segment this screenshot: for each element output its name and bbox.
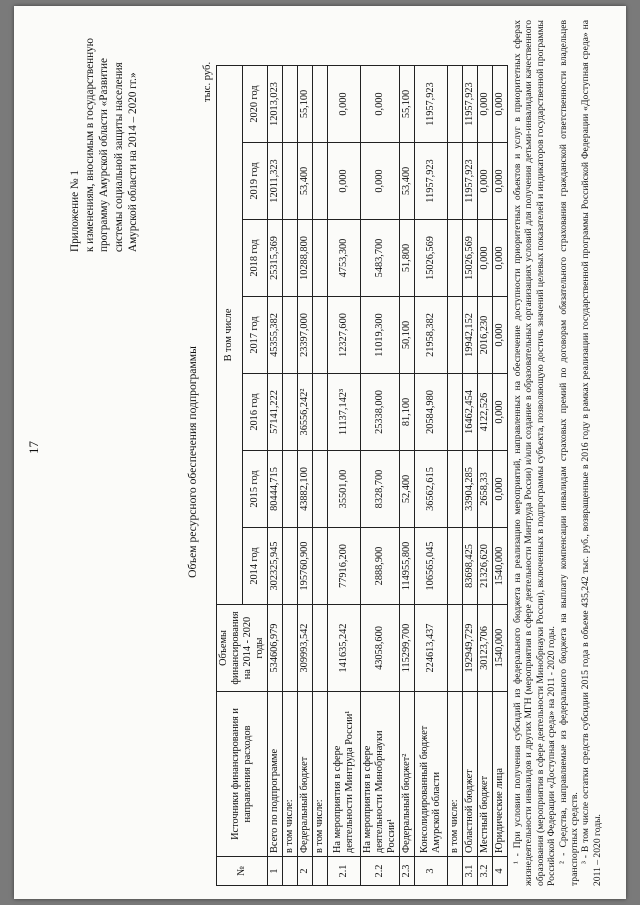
value-cell: 2888,900 xyxy=(361,528,400,605)
value-cell: 55,100 xyxy=(298,66,313,143)
value-cell xyxy=(283,297,298,374)
value-cell: 302325,945 xyxy=(268,528,283,605)
row-number-cell: 3 xyxy=(415,857,448,886)
table-body xyxy=(268,66,508,886)
units-label: тыс. руб. xyxy=(202,61,213,102)
footnote: ² - Средства, направляемые из федерального бюджета на выплату компенсации инвалидам страховых премий по договорам обязательного страхования гражданской ответственности владельцев транспортных средств. xyxy=(557,20,581,886)
value-cell: 23397,000 xyxy=(298,297,313,374)
row-number-cell: 3.2 xyxy=(478,857,493,886)
value-cell: 192949,729 xyxy=(463,605,478,692)
value-cell: 16462,454 xyxy=(463,374,478,451)
value-cell xyxy=(448,220,463,297)
value-cell: 36556,242² xyxy=(298,374,313,451)
value-cell xyxy=(448,66,463,143)
value-cell xyxy=(313,220,328,297)
value-cell: 45355,382 xyxy=(268,297,283,374)
value-cell: 21326,620 xyxy=(478,528,493,605)
table-row xyxy=(268,66,283,886)
value-cell: 5483,700 xyxy=(361,220,400,297)
value-cell: 11957,923 xyxy=(463,66,478,143)
page-number: 17 xyxy=(26,441,41,454)
row-number-cell: 2 xyxy=(298,857,313,886)
header-year: 2016 год xyxy=(242,374,268,451)
table-row xyxy=(478,66,493,886)
value-cell: 106565,045 xyxy=(415,528,448,605)
value-cell xyxy=(448,528,463,605)
row-name-cell: в том числе: xyxy=(283,692,298,857)
value-cell: 141635,242 xyxy=(328,605,361,692)
header-year: 2017 год xyxy=(242,297,268,374)
value-cell xyxy=(448,374,463,451)
value-cell: 0,000 xyxy=(361,143,400,220)
row-name-cell: Федеральный бюджет² xyxy=(400,692,415,857)
value-cell: 309993,542 xyxy=(298,605,313,692)
value-cell: 55,100 xyxy=(400,66,415,143)
value-cell: 81,100 xyxy=(400,374,415,451)
value-cell: 12011,323 xyxy=(268,143,283,220)
footnote: ³ - В том числе остатки средств субсидии 2015 года в объеме 435,242 тыс. руб., возвращенные в 2016 году в рамках реализации государственной программы Российской Федерации «Доступная среда» на 2011 – 2020 годы. xyxy=(580,20,603,886)
value-cell: 43058,600 xyxy=(361,605,400,692)
value-cell: 195760,900 xyxy=(298,528,313,605)
value-cell: 50,100 xyxy=(400,297,415,374)
value-cell: 21958,382 xyxy=(415,297,448,374)
rotated-content xyxy=(18,12,622,892)
resource-table xyxy=(216,65,508,886)
header-year: 2014 год xyxy=(242,528,268,605)
value-cell: 11137,142³ xyxy=(328,374,361,451)
header-year: 2020 год xyxy=(242,66,268,143)
row-name-cell: На мероприятия в сфере деятельности Минобрнауки России¹ xyxy=(361,692,400,857)
row-number-cell: 2.2 xyxy=(361,857,400,886)
value-cell: 10288,800 xyxy=(298,220,313,297)
value-cell: 8328,700 xyxy=(361,451,400,528)
table-caption: Объем ресурсного обеспечения подпрограммы xyxy=(186,346,199,578)
value-cell: 11019,300 xyxy=(361,297,400,374)
value-cell: 36562,615 xyxy=(415,451,448,528)
value-cell: 0,000 xyxy=(478,143,493,220)
value-cell: 0,000 xyxy=(493,297,508,374)
value-cell: 19942,152 xyxy=(463,297,478,374)
value-cell: 0,000 xyxy=(493,451,508,528)
row-name-cell: Федеральный бюджет xyxy=(298,692,313,857)
footnote: ¹ - При условии получения субсидий из федерального бюджета на реализацию мероприятий, направленных на обеспечение доступности приоритетных объектов и услуг в приоритетных сферах жизнедеятельности инвалидов и других МГН (мероприятия в сфере деятельности Минтруда России) и/или создание в образовательных организациях условий для получения детьми-инвалидами качественного образования (мероприятия в сфере деятельности Минобрнауки России), включенных в подпрограммы субъекта, позволяющую достичь значений целевых показателей и индикаторов государственной программы Российской Федерации «Доступная среда» на 2011 - 2020 годы. xyxy=(512,20,558,886)
table-row xyxy=(313,66,328,886)
value-cell: 0,000 xyxy=(493,66,508,143)
value-cell: 0,000 xyxy=(361,66,400,143)
value-cell: 77916,200 xyxy=(328,528,361,605)
value-cell xyxy=(283,451,298,528)
value-cell: 53,400 xyxy=(400,143,415,220)
row-number-cell xyxy=(283,857,298,886)
table-row xyxy=(361,66,400,886)
value-cell: 0,000 xyxy=(328,66,361,143)
value-cell xyxy=(448,451,463,528)
value-cell: 2016,230 xyxy=(478,297,493,374)
value-cell xyxy=(313,605,328,692)
value-cell: 1540,000 xyxy=(493,528,508,605)
value-cell: 2658,33 xyxy=(478,451,493,528)
value-cell xyxy=(283,66,298,143)
value-cell: 51,800 xyxy=(400,220,415,297)
table-row xyxy=(415,66,448,886)
value-cell xyxy=(448,605,463,692)
value-cell: 0,000 xyxy=(493,220,508,297)
value-cell xyxy=(283,605,298,692)
value-cell xyxy=(313,374,328,451)
value-cell xyxy=(313,143,328,220)
value-cell xyxy=(283,143,298,220)
value-cell xyxy=(313,66,328,143)
row-name-cell: На мероприятия в сфере деятельности Минтруда России¹ xyxy=(328,692,361,857)
appendix-line: программу Амурской области «Развитие xyxy=(98,58,110,252)
value-cell: 15026,569 xyxy=(463,220,478,297)
value-cell: 20584,980 xyxy=(415,374,448,451)
row-name-cell: Местный бюджет xyxy=(478,692,493,857)
value-cell xyxy=(448,297,463,374)
value-cell: 115299,700 xyxy=(400,605,415,692)
header-volume: Объемы финансирования на 2014 - 2020 годы xyxy=(217,605,268,692)
row-number-cell: 4 xyxy=(493,857,508,886)
value-cell: 11957,923 xyxy=(415,66,448,143)
value-cell: 0,000 xyxy=(328,143,361,220)
value-cell: 33904,285 xyxy=(463,451,478,528)
header-year: 2015 год xyxy=(242,451,268,528)
row-number-cell xyxy=(448,857,463,886)
value-cell: 57141,222 xyxy=(268,374,283,451)
header-num: № xyxy=(217,857,268,886)
appendix-line: системы социальной защиты населения xyxy=(112,62,125,252)
table-row xyxy=(463,66,478,886)
value-cell: 53,400 xyxy=(298,143,313,220)
row-number-cell: 3.1 xyxy=(463,857,478,886)
table-row xyxy=(400,66,415,886)
row-number-cell xyxy=(313,857,328,886)
row-name-cell: в том числе: xyxy=(448,692,463,857)
table-row xyxy=(298,66,313,886)
value-cell: 11957,923 xyxy=(463,143,478,220)
value-cell: 114955,800 xyxy=(400,528,415,605)
table-row xyxy=(328,66,361,886)
value-cell: 0,000 xyxy=(478,220,493,297)
appendix-line: к изменениям, вносимым в государственную xyxy=(83,37,96,252)
value-cell: 11957,923 xyxy=(415,143,448,220)
value-cell: 25338,000 xyxy=(361,374,400,451)
value-cell xyxy=(313,528,328,605)
value-cell: 0,000 xyxy=(493,374,508,451)
row-number-cell: 1 xyxy=(268,857,283,886)
header-year: 2018 год xyxy=(242,220,268,297)
row-number-cell: 2.3 xyxy=(400,857,415,886)
value-cell: 4122,526 xyxy=(478,374,493,451)
value-cell: 0,000 xyxy=(478,66,493,143)
value-cell: 1540,000 xyxy=(493,605,508,692)
footnotes xyxy=(512,20,603,886)
value-cell xyxy=(313,451,328,528)
value-cell: 12013,023 xyxy=(268,66,283,143)
value-cell xyxy=(283,374,298,451)
row-number-cell: 2.1 xyxy=(328,857,361,886)
value-cell: 80444,715 xyxy=(268,451,283,528)
appendix-header xyxy=(68,16,141,252)
row-name-cell: Всего по подпрограмме xyxy=(268,692,283,857)
row-name-cell: Областной бюджет xyxy=(463,692,478,857)
table-row xyxy=(493,66,508,886)
table-row xyxy=(283,66,298,886)
appendix-line: Амурской области на 2014 – 2020 гг.» xyxy=(127,72,139,252)
value-cell xyxy=(448,143,463,220)
value-cell: 83698,425 xyxy=(463,528,478,605)
value-cell: 25315,369 xyxy=(268,220,283,297)
header-source: Источники финансирования и направления расходов xyxy=(217,692,268,857)
header-year: 2019 год xyxy=(242,143,268,220)
value-cell: 4753,300 xyxy=(328,220,361,297)
value-cell xyxy=(283,220,298,297)
document-page xyxy=(14,6,626,899)
appendix-line: Приложение № 1 xyxy=(69,170,81,252)
value-cell: 35501,00 xyxy=(328,451,361,528)
value-cell: 52,400 xyxy=(400,451,415,528)
row-name-cell: Юридические лица xyxy=(493,692,508,857)
value-cell xyxy=(313,297,328,374)
value-cell: 15026,569 xyxy=(415,220,448,297)
header-incl: В том числе xyxy=(217,66,243,605)
value-cell xyxy=(283,528,298,605)
value-cell: 30123,706 xyxy=(478,605,493,692)
table-row xyxy=(448,66,463,886)
row-name-cell: в том числе: xyxy=(313,692,328,857)
row-name-cell: Консолидированный бюджет Амурской области xyxy=(415,692,448,857)
value-cell: 12327,600 xyxy=(328,297,361,374)
value-cell: 534606,979 xyxy=(268,605,283,692)
value-cell: 224613,437 xyxy=(415,605,448,692)
value-cell: 0,000 xyxy=(493,143,508,220)
value-cell: 43882,100 xyxy=(298,451,313,528)
